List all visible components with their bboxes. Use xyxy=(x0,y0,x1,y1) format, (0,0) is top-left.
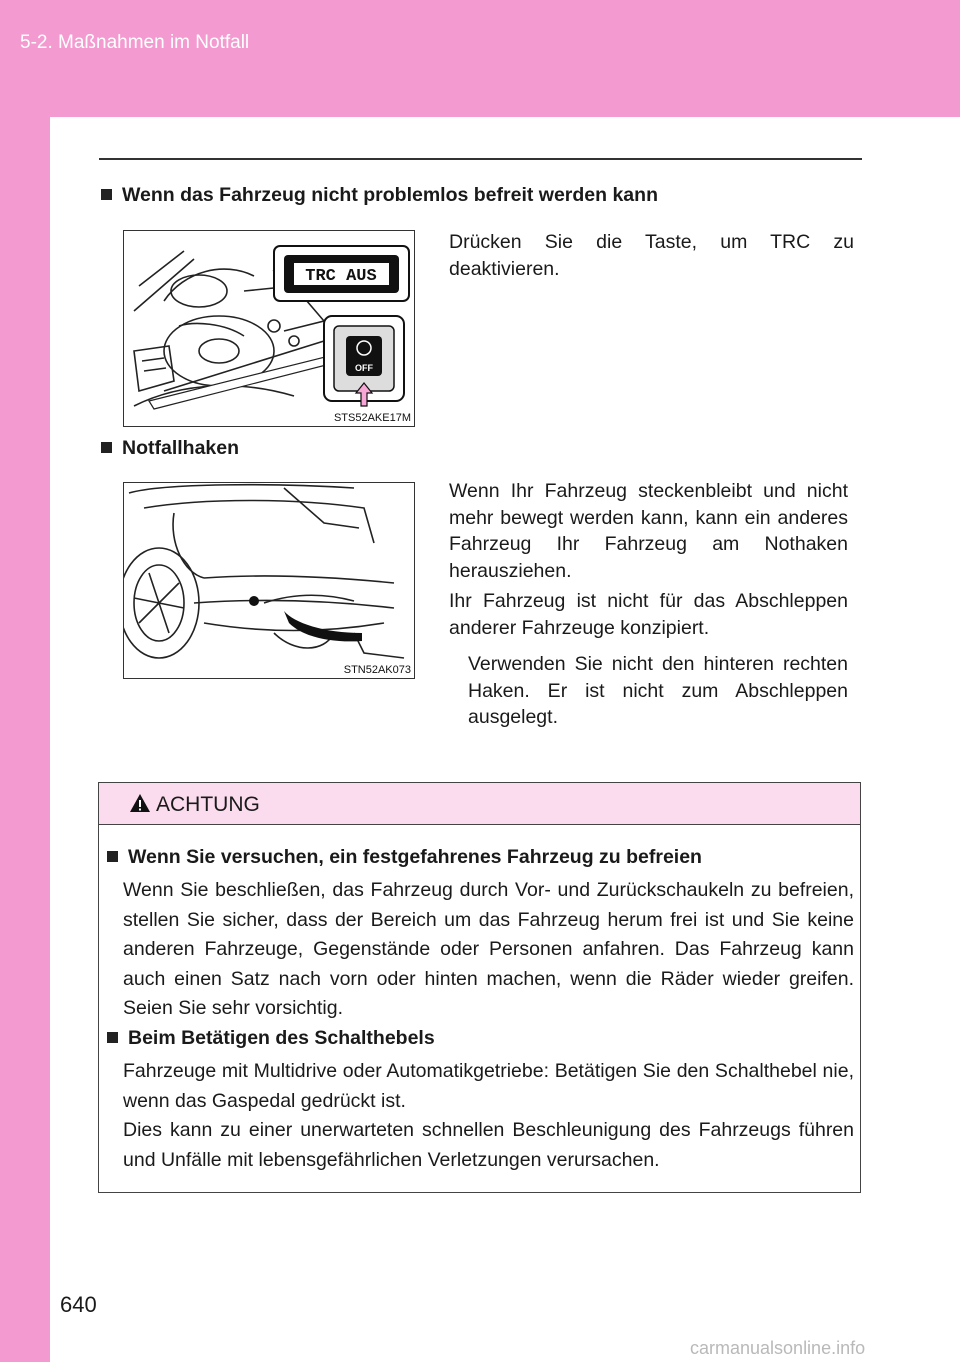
trc-switch-figure xyxy=(123,230,415,427)
warning-heading-stuck: Wenn Sie versuchen, ein festgefahrenes Fahrzeug zu befreien xyxy=(107,846,702,869)
square-bullet-icon xyxy=(107,1032,118,1043)
emergency-hook-figure xyxy=(123,482,415,679)
rear-car-illustration xyxy=(124,483,414,678)
watermark: carmanualsonline.info xyxy=(690,1338,866,1358)
warning-heading-shift: Beim Betätigen des Schalthebels xyxy=(107,1027,435,1050)
hook-note-rear: Verwenden Sie nicht den hinteren rechten Haken. Er ist nicht zum Abschleppen ausgelegt. xyxy=(468,653,848,728)
square-bullet-icon xyxy=(101,442,112,453)
page-number: 640 xyxy=(60,1292,97,1317)
square-bullet-icon xyxy=(101,189,112,200)
hook-point xyxy=(249,596,259,606)
warning-title: ACHTUNG xyxy=(156,793,260,816)
section-title: 5-2. Maßnahmen im Notfall xyxy=(20,32,250,53)
figure-label: STS52AKE17M xyxy=(333,412,411,424)
trc-instruction: Drücken Sie die Taste, um TRC zu deaktivieren. xyxy=(449,231,854,280)
warning-text-stuck: Wenn Sie beschließen, das Fahrzeug durch Vor- und Zurückschaukeln zu befreien, stellen Sie sicher, dass der Bereich um das Fahrzeug herum frei ist und Sie keine anderen Fahrzeuge, Gegenstände oder Personen anfahren. Das Fahrzeug kann auch einen Satz nach vorn oder hinten machen, wenn die Räder wieder greifen. Seien Sie sehr vorsichtig. xyxy=(123,879,854,1019)
warning-header xyxy=(99,783,860,825)
off-label: OFF xyxy=(355,363,373,373)
warning-box xyxy=(98,782,861,1193)
arrow-icon xyxy=(284,611,362,641)
hook-description: Wenn Ihr Fahrzeug steckenbleibt und nicht mehr bewegt werden kann, kann ein anderes Fahrzeug Ihr Fahrzeug am Nothaken herausziehen. xyxy=(449,480,848,582)
divider xyxy=(99,158,862,160)
trc-display-text: TRC AUS xyxy=(305,267,377,286)
side-band xyxy=(0,117,50,1362)
square-bullet-icon xyxy=(107,851,118,862)
section-heading-trc: Wenn das Fahrzeug nicht problemlos befreit werden kann xyxy=(101,184,658,207)
section-heading-hook: Notfallhaken xyxy=(101,437,239,460)
warning-text-acceleration: Dies kann zu einer unerwarteten schnellen Beschleunigung des Fahrzeugs führen und Unfälle mit lebensgefährlichen Verletzungen verursachen. xyxy=(123,1119,854,1171)
dashboard-illustration xyxy=(124,231,414,426)
warning-icon xyxy=(129,793,151,813)
warning-text-shift: Fahrzeuge mit Multidrive oder Automatikgetriebe: Betätigen Sie den Schalthebel nie, wenn das Gaspedal gedrückt ist. xyxy=(123,1060,854,1112)
hook-note-towing: Ihr Fahrzeug ist nicht für das Abschleppen anderer Fahrzeuge konzipiert. xyxy=(449,590,848,639)
figure-label: STN52AK073 xyxy=(343,664,411,676)
header-band xyxy=(0,0,960,117)
